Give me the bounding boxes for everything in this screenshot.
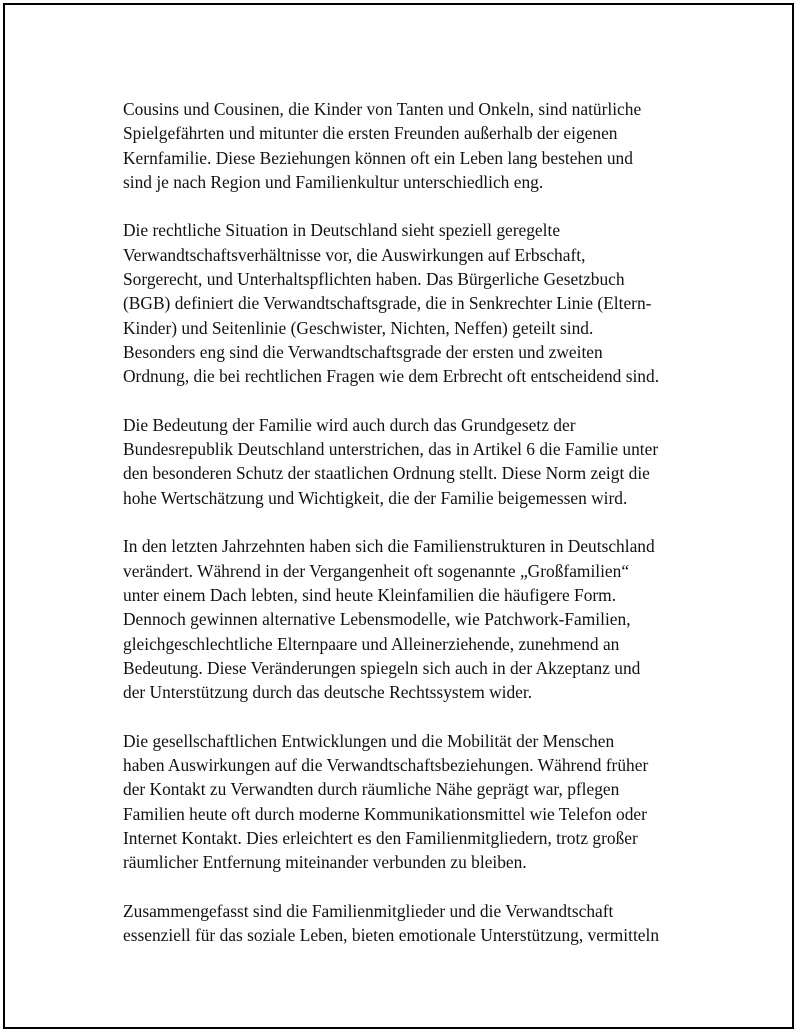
paragraph-family-structures: In den letzten Jahrzehnten haben sich die Familienstrukturen in Deutschland verändert. Während in der Vergangenheit oft sogenannte „Großfamilien“ unter einem Dach lebten, sind heute Kleinfamilien die häufigere Form. Dennoch gewinnen alternative Lebensmodelle, wie Patchwork-Familien, gleichgeschlechtliche Elternpaare und Alleinerziehende, zunehmend an Bedeutung. Diese Veränderungen spiegeln sich auch in der Akzeptanz und der Unterstützung durch das deutsche Rechtssystem wider.	[123, 536, 655, 703]
paragraph-cousins: Cousins und Cousinen, die Kinder von Tanten und Onkeln, sind natürliche Spielgefährten und mitunter die ersten Freunden außerhalb der eigenen Kernfamilie. Diese Beziehungen können oft ein Leben lang bestehen und sind je nach Region und Familienkultur unterschiedlich eng.	[123, 99, 642, 192]
paragraph-summary: Zusammengefasst sind die Familienmitglieder und die Verwandtschaft essenziell für das soziale Leben, bieten emotionale Unterstützung, vermitteln	[123, 900, 660, 946]
document-body	[123, 97, 693, 972]
paragraph-basic-law: Die Bedeutung der Familie wird auch durch das Grundgesetz der Bundesrepublik Deutschland unterstrichen, das in Artikel 6 die Familie unter den besonderen Schutz der staatlichen Ordnung stellt. Diese Norm zeigt die hohe Wertschätzung und Wichtigkeit, die der Familie beigemessen wird.	[123, 414, 659, 508]
paragraph-mobility: Die gesellschaftlichen Entwicklungen und die Mobilität der Menschen haben Auswirkungen auf die Verwandtschaftsbeziehungen. Während früher der Kontakt zu Verwandten durch räumliche Nähe geprägt war, pflegen Familien heute oft durch moderne Kommunikationsmittel wie Telefon oder Internet Kontakt. Dies erleichtert es den Familienmitgliedern, trotz großer räumlicher Entfernung miteinander verbunden zu bleiben.	[123, 730, 649, 873]
paragraph-legal-situation: Die rechtliche Situation in Deutschland sieht speziell geregelte Verwandtschaftsverhältnisse vor, die Auswirkungen auf Erbschaft, Sorgerecht, und Unterhaltspflichten haben. Das Bürgerliche Gesetzbuch (BGB) definiert die Verwandtschaftsgrade, die in Senkrechter Linie (Eltern- Kinder) und Seitenlinie (Geschwister, Nichten, Neffen) geteilt sind. Besonders eng sind die Verwandtschaftsgrade der ersten und zweiten Ordnung, die bei rechtlichen Fragen wie dem Erbrecht oft entscheidend sind.	[123, 220, 660, 387]
page-border	[3, 3, 794, 1029]
